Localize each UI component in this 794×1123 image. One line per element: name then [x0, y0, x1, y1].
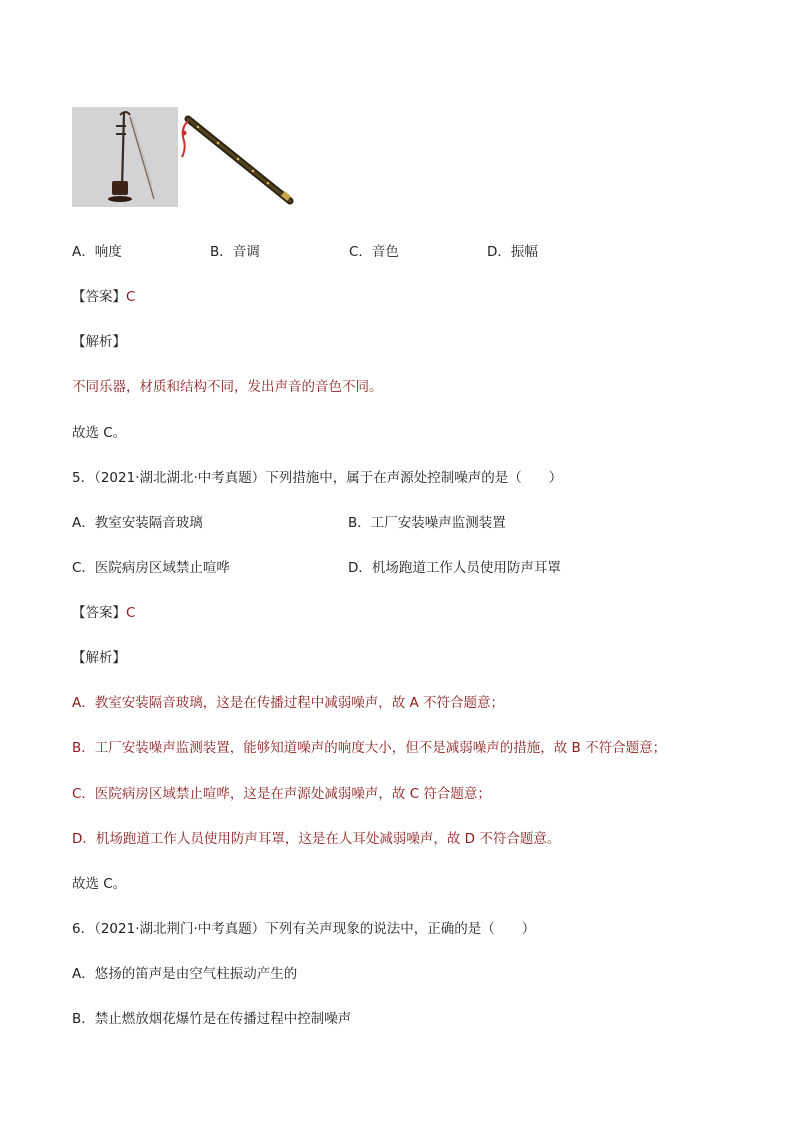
- erhu-image: [72, 107, 178, 207]
- q5-stem: 5．（2021·湖北湖北·中考真题）下列措施中，属于在声源处控制噪声的是（ ）: [72, 470, 563, 486]
- q5-analysis-c: C．医院病房区域禁止喧哗，这是在声源处减弱噪声，故 C 符合题意；: [72, 786, 491, 802]
- q5-option-a: A．教室安装隔音玻璃: [72, 515, 203, 531]
- bamboo-flute-icon: [178, 107, 296, 207]
- q4-answer: [72, 288, 135, 306]
- answer-label: 【答案】: [72, 289, 126, 305]
- answer-value: C: [126, 605, 136, 621]
- q4-option-c: C．音色: [349, 244, 399, 260]
- q5-analysis-b: B．工厂安装噪声监测装置，能够知道噪声的响度大小，但不是减弱噪声的措施，故 B 不符合题意；: [72, 740, 667, 756]
- q5-option-c: C．医院病房区域禁止喧哗: [72, 560, 230, 576]
- q5-option-d: D．机场跑道工作人员使用防声耳罩: [348, 560, 561, 576]
- answer-label: 【答案】: [72, 605, 126, 621]
- q4-analysis-label: 【解析】: [72, 334, 126, 350]
- q6-stem: 6．（2021·湖北荆门·中考真题）下列有关声现象的说法中，正确的是（ ）: [72, 921, 536, 937]
- q4-conclusion: 故选 C。: [72, 425, 127, 441]
- erhu-icon: [72, 107, 178, 207]
- q5-analysis-a: A．教室安装隔音玻璃，这是在传播过程中减弱噪声，故 A 不符合题意；: [72, 695, 505, 711]
- q5-answer: [72, 604, 135, 622]
- q4-option-b: B．音调: [210, 244, 260, 260]
- q4-option-a: A．响度: [72, 244, 122, 260]
- q6-option-b: B．禁止燃放烟花爆竹是在传播过程中控制噪声: [72, 1011, 352, 1027]
- q5-conclusion: 故选 C。: [72, 876, 127, 892]
- q5-option-b: B．工厂安装噪声监测装置: [348, 515, 506, 531]
- answer-value: C: [126, 289, 136, 305]
- q5-analysis-d: D．机场跑道工作人员使用防声耳罩，这是在人耳处减弱噪声，故 D 不符合题意。: [72, 831, 561, 847]
- q5-analysis-label: 【解析】: [72, 650, 126, 666]
- flute-image: [178, 107, 296, 207]
- q4-analysis-text: 不同乐器，材质和结构不同，发出声音的音色不同。: [72, 379, 383, 395]
- q4-option-d: D．振幅: [487, 244, 538, 260]
- q6-option-a: A．悠扬的笛声是由空气柱振动产生的: [72, 966, 298, 982]
